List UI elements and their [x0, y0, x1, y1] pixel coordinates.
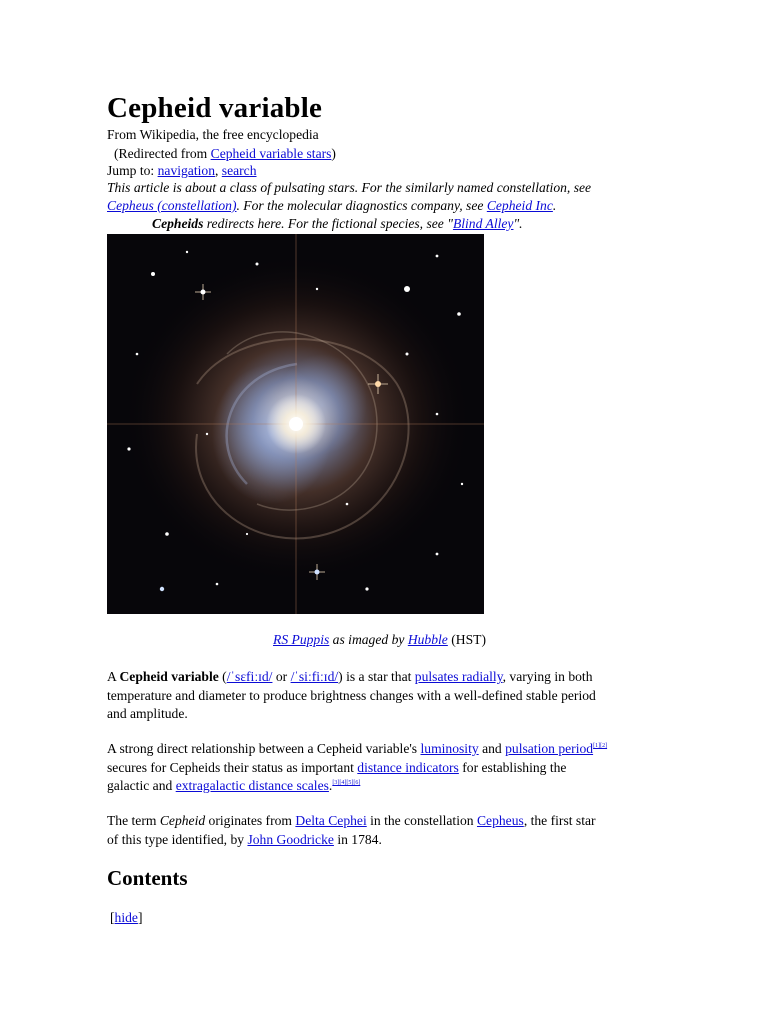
hubble-link[interactable]: Hubble	[407, 632, 448, 647]
caption-mid: as imaged by	[329, 632, 408, 647]
p3-d: , the first star	[523, 813, 596, 828]
delta-cephei-link[interactable]: Delta Cephei	[295, 813, 367, 828]
p1-line3: and amplitude.	[107, 706, 188, 722]
rs-puppis-link[interactable]: RS Puppis	[273, 632, 330, 647]
cepheids-bold: Cepheids	[152, 216, 204, 231]
page-title: Cepheid variable	[107, 92, 323, 124]
hatnote-line3-mid: redirects here. For the fictional species, see "	[203, 216, 453, 231]
ipa-link-2[interactable]: /ˈsiːfiːɪd/	[290, 669, 339, 684]
hatnote-line3-end: ".	[513, 216, 523, 231]
intro-paragraph-1	[107, 668, 652, 724]
distance-scales-link[interactable]: extragalactic distance scales	[175, 778, 329, 794]
jump-separator: ,	[215, 163, 222, 178]
p3-e: of this type identified, by	[107, 831, 248, 847]
pulsation-period-link[interactable]: pulsation period	[505, 741, 594, 756]
p3-b: originates from	[205, 813, 296, 828]
p2-a: A strong direct relationship between a Cepheid variable's	[107, 741, 421, 756]
luminosity-link[interactable]: luminosity	[420, 741, 479, 756]
p1-b: (	[218, 669, 227, 684]
p1-c: or	[272, 669, 291, 684]
jump-links	[107, 162, 257, 180]
redirect-prefix: (Redirected from	[114, 146, 211, 161]
hide-toggle-link[interactable]: hide	[114, 910, 138, 925]
hatnote-line-2	[107, 197, 556, 215]
tagline: From Wikipedia, the free encyclopedia	[107, 127, 319, 142]
redirect-note	[114, 145, 336, 163]
pulsates-radially-link[interactable]: pulsates radially	[414, 669, 503, 684]
bracket-open: [	[110, 910, 115, 925]
p1-line2: temperature and diameter to produce brightness changes with a well-defined stable period	[107, 687, 596, 703]
hatnote-line-1: This article is about a class of pulsating stars. For the similarly named constellation, see	[107, 180, 592, 195]
cepheus-link[interactable]: Cepheus	[476, 813, 524, 828]
hatnote-mid: . For the molecular diagnostics company, see	[236, 198, 487, 213]
p2-b: and	[478, 741, 506, 756]
distance-indicators-link[interactable]: distance indicators	[357, 759, 459, 775]
jump-search-link[interactable]: search	[221, 163, 257, 178]
p3-f: in 1784.	[333, 831, 382, 847]
ipa-link-1[interactable]: /ˈsɛfiːɪd/	[226, 669, 273, 684]
contents-heading: Contents	[107, 866, 188, 890]
caption-end: (HST)	[447, 632, 486, 647]
p1-d: ) is a star that	[338, 669, 415, 684]
blind-alley-link[interactable]: Blind Alley	[452, 216, 514, 231]
p1-bold: Cepheid variable	[119, 669, 219, 684]
intro-paragraph-2	[107, 740, 652, 796]
image-caption	[107, 632, 652, 648]
jump-navigation-link[interactable]: navigation	[157, 163, 215, 178]
intro-paragraph-3	[107, 812, 652, 849]
p3-c: in the constellation	[366, 813, 477, 828]
p2-e: galactic and	[107, 778, 176, 794]
p2-f: .	[328, 778, 333, 794]
p1-a: A	[107, 669, 120, 684]
citation-1-2[interactable]: [1][2]	[593, 743, 608, 749]
redirect-suffix: )	[331, 146, 336, 161]
p2-c: secures for Cepheids their status as important	[107, 759, 358, 775]
rs-puppis-image[interactable]	[107, 234, 484, 614]
p3-italic: Cepheid	[159, 813, 206, 828]
citation-3-6[interactable]: [3][4][5][6]	[332, 780, 361, 787]
p3-a: The term	[107, 813, 160, 828]
contents-toggle	[110, 910, 142, 926]
p1-e: , varying in both	[502, 669, 593, 684]
hatnote-end: .	[552, 198, 557, 213]
jump-prefix: Jump to:	[107, 163, 158, 178]
constellation-link[interactable]: Cepheus (constellation)	[107, 198, 237, 213]
p2-d: for establishing the	[458, 759, 567, 775]
john-goodricke-link[interactable]: John Goodricke	[247, 831, 334, 847]
hatnote-line-3	[152, 215, 523, 233]
nebula-illustration	[107, 234, 484, 614]
redirect-link[interactable]: Cepheid variable stars	[210, 146, 332, 161]
bracket-close: ]	[137, 910, 143, 925]
company-link[interactable]: Cepheid Inc	[486, 198, 553, 213]
